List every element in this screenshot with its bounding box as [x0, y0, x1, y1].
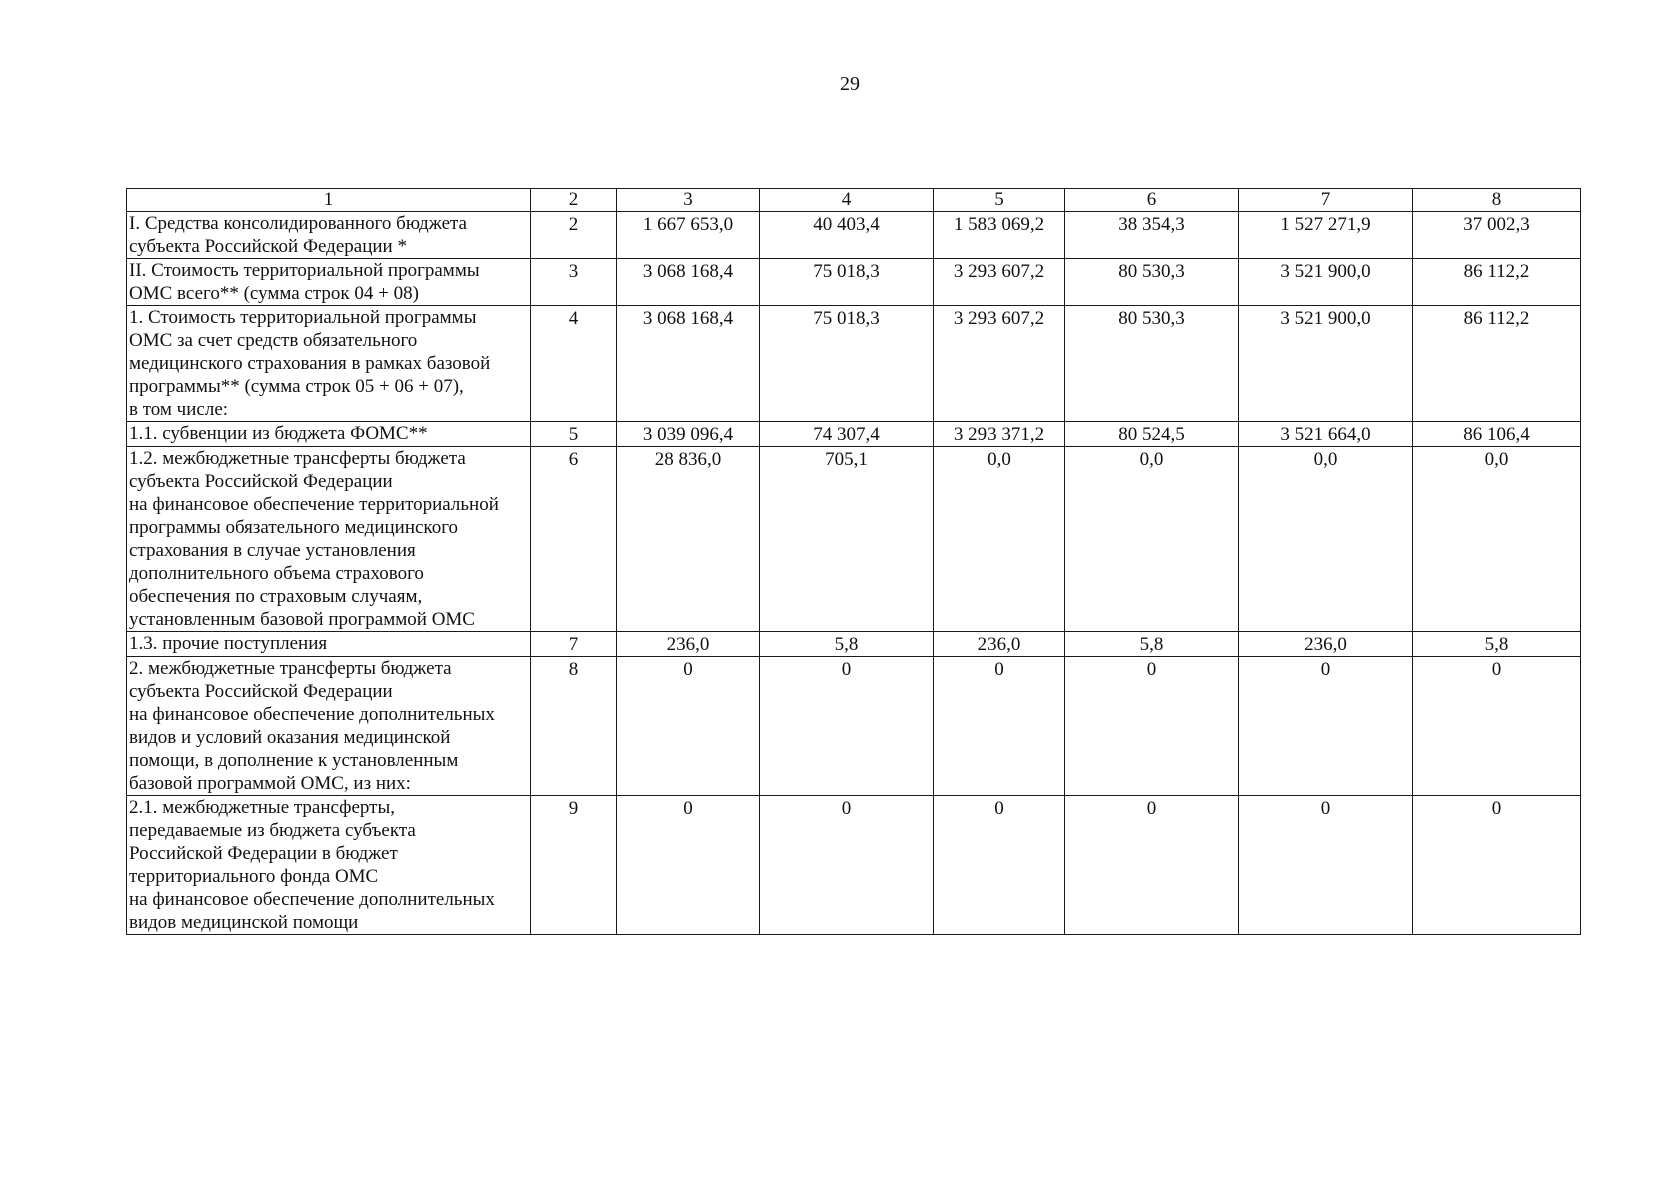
value-cell: 5,8	[1413, 632, 1581, 657]
value-cell: 0	[760, 796, 934, 935]
row-name-line: программы обязательного медицинского	[129, 517, 459, 538]
table-row	[127, 632, 1581, 657]
row-number: 8	[531, 657, 617, 796]
row-name-line: на финансовое обеспечение территориальной	[129, 494, 499, 515]
value-cell: 3 293 371,2	[934, 422, 1065, 447]
row-name-line: медицинского страхования в рамках базовой	[129, 353, 491, 374]
column-number: 7	[1239, 189, 1413, 212]
value-cell: 80 530,3	[1065, 259, 1239, 306]
row-name	[127, 422, 531, 447]
value-cell: 0,0	[1413, 447, 1581, 632]
row-name-line: страхования в случае установления	[129, 540, 416, 561]
row-name-line: помощи, в дополнение к установленным	[129, 750, 459, 771]
row-name-line: в том числе:	[129, 399, 229, 420]
column-number: 5	[934, 189, 1065, 212]
value-cell: 3 293 607,2	[934, 306, 1065, 422]
value-cell: 0	[1239, 657, 1413, 796]
value-cell: 1 527 271,9	[1239, 212, 1413, 259]
table-row	[127, 422, 1581, 447]
value-cell: 705,1	[760, 447, 934, 632]
row-name-line: 2. межбюджетные трансферты бюджета	[129, 658, 452, 679]
row-name	[127, 447, 531, 632]
value-cell: 0	[1065, 657, 1239, 796]
row-name-line: территориального фонда ОМС	[129, 866, 379, 887]
value-cell: 3 521 900,0	[1239, 259, 1413, 306]
value-cell: 0	[1065, 796, 1239, 935]
row-name	[127, 306, 531, 422]
row-name-line: субъекта Российской Федерации	[129, 681, 393, 702]
row-name-line: субъекта Российской Федерации	[129, 471, 393, 492]
value-cell: 75 018,3	[760, 306, 934, 422]
row-name-line: видов медицинской помощи	[129, 912, 359, 933]
budget-table	[126, 188, 1581, 935]
row-name-line: программы** (сумма строк 05 + 06 + 07),	[129, 376, 464, 397]
row-name-line: на финансовое обеспечение дополнительных	[129, 889, 495, 910]
value-cell: 3 521 664,0	[1239, 422, 1413, 447]
value-cell: 1 583 069,2	[934, 212, 1065, 259]
value-cell: 75 018,3	[760, 259, 934, 306]
row-name-line: 1.1. субвенции из бюджета ФОМС**	[129, 423, 428, 444]
column-number: 6	[1065, 189, 1239, 212]
row-name	[127, 657, 531, 796]
row-number: 7	[531, 632, 617, 657]
value-cell: 80 524,5	[1065, 422, 1239, 447]
value-cell: 80 530,3	[1065, 306, 1239, 422]
value-cell: 0	[1239, 796, 1413, 935]
value-cell: 3 039 096,4	[617, 422, 760, 447]
value-cell: 3 521 900,0	[1239, 306, 1413, 422]
value-cell: 0	[760, 657, 934, 796]
row-name	[127, 796, 531, 935]
value-cell: 5,8	[1065, 632, 1239, 657]
value-cell: 236,0	[1239, 632, 1413, 657]
column-number: 4	[760, 189, 934, 212]
row-name-line: 1. Стоимость территориальной программы	[129, 307, 477, 328]
value-cell: 37 002,3	[1413, 212, 1581, 259]
column-number: 2	[531, 189, 617, 212]
value-cell: 0	[934, 796, 1065, 935]
row-name-line: передаваемые из бюджета субъекта	[129, 820, 416, 841]
column-number-row	[127, 189, 1581, 212]
value-cell: 236,0	[617, 632, 760, 657]
value-cell: 0	[1413, 796, 1581, 935]
table-row	[127, 657, 1581, 796]
table-body	[127, 189, 1581, 935]
row-name-line: видов и условий оказания медицинской	[129, 727, 451, 748]
table-row	[127, 212, 1581, 259]
row-name	[127, 212, 531, 259]
value-cell: 74 307,4	[760, 422, 934, 447]
value-cell: 28 836,0	[617, 447, 760, 632]
row-name-line: субъекта Российской Федерации *	[129, 236, 407, 257]
value-cell: 0,0	[934, 447, 1065, 632]
value-cell: 38 354,3	[1065, 212, 1239, 259]
value-cell: 5,8	[760, 632, 934, 657]
value-cell: 86 106,4	[1413, 422, 1581, 447]
value-cell: 40 403,4	[760, 212, 934, 259]
row-name-line: базовой программой ОМС, из них:	[129, 773, 411, 794]
value-cell: 0	[934, 657, 1065, 796]
table-row	[127, 796, 1581, 935]
table-row	[127, 447, 1581, 632]
row-number: 6	[531, 447, 617, 632]
table-row	[127, 259, 1581, 306]
value-cell: 0,0	[1239, 447, 1413, 632]
column-number: 3	[617, 189, 760, 212]
value-cell: 0,0	[1065, 447, 1239, 632]
row-name-line: Российской Федерации в бюджет	[129, 843, 398, 864]
value-cell: 0	[1413, 657, 1581, 796]
column-number: 8	[1413, 189, 1581, 212]
value-cell: 86 112,2	[1413, 306, 1581, 422]
value-cell: 0	[617, 796, 760, 935]
row-name-line: 2.1. межбюджетные трансферты,	[129, 797, 395, 818]
row-name	[127, 632, 531, 657]
value-cell: 3 068 168,4	[617, 306, 760, 422]
value-cell: 0	[617, 657, 760, 796]
row-number: 9	[531, 796, 617, 935]
row-number: 2	[531, 212, 617, 259]
row-number: 5	[531, 422, 617, 447]
row-number: 4	[531, 306, 617, 422]
table-row	[127, 306, 1581, 422]
row-name-line: I. Средства консолидированного бюджета	[129, 213, 467, 234]
row-name-line: 1.2. межбюджетные трансферты бюджета	[129, 448, 466, 469]
value-cell: 236,0	[934, 632, 1065, 657]
column-number: 1	[127, 189, 531, 212]
page-number: 29	[840, 73, 860, 95]
row-name-line: 1.3. прочие поступления	[129, 633, 328, 654]
row-name	[127, 259, 531, 306]
row-name-line: дополнительного объема страхового	[129, 563, 424, 584]
value-cell: 3 068 168,4	[617, 259, 760, 306]
row-name-line: обеспечения по страховым случаям,	[129, 586, 423, 607]
row-name-line: на финансовое обеспечение дополнительных	[129, 704, 495, 725]
row-name-line: установленным базовой программой ОМС	[129, 609, 475, 630]
row-name-line: ОМС всего** (сумма строк 04 + 08)	[129, 283, 419, 304]
row-name-line: ОМС за счет средств обязательного	[129, 330, 418, 351]
row-name-line: II. Стоимость территориальной программы	[129, 260, 480, 281]
value-cell: 86 112,2	[1413, 259, 1581, 306]
value-cell: 1 667 653,0	[617, 212, 760, 259]
value-cell: 3 293 607,2	[934, 259, 1065, 306]
row-number: 3	[531, 259, 617, 306]
